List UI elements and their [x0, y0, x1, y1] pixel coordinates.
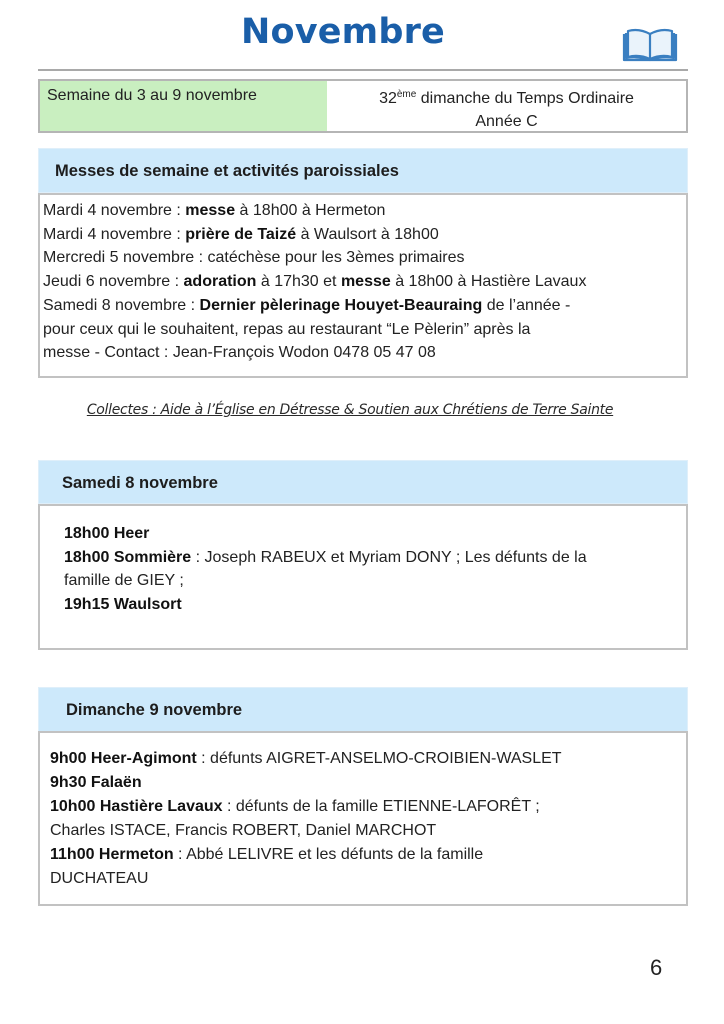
list-item: famille de GIEY ; [64, 572, 184, 589]
saturday-section-header: Samedi 8 novembre [38, 460, 688, 504]
list-item: DUCHATEAU [50, 870, 149, 887]
list-item: 11h00 Hermeton : Abbé LELIVRE et les défunts de la famille [50, 846, 484, 863]
sunday-title: 32ème dimanche du Temps Ordinaire Année C [327, 81, 686, 131]
page-number: 6 [650, 955, 663, 980]
list-item: Charles ISTACE, Francis ROBERT, Daniel MARCHOT [50, 822, 437, 839]
week-range: Semaine du 3 au 9 novembre [40, 81, 327, 131]
open-book-icon [620, 26, 680, 66]
list-item: 18h00 Sommière : Joseph RABEUX et Myriam DONY ; Les défunts de la [64, 548, 587, 566]
list-item: 10h00 Hastière Lavaux : défunts de la famille ETIENNE-LAFORÊT ; [50, 798, 540, 815]
weekday-section-header: Messes de semaine et activités paroissiales [38, 148, 688, 193]
list-item: Samedi 8 novembre : Dernier pèlerinage Houyet-Beauraing de l’année - [43, 296, 571, 314]
list-item: 19h15 Waulsort [64, 595, 182, 613]
sunday-section-header: Dimanche 9 novembre [38, 687, 688, 732]
list-item: Mardi 4 novembre : messe à 18h00 à Hermeton [43, 202, 386, 219]
list-item: Jeudi 6 novembre : adoration à 17h30 et messe à 18h00 à Hastière Lavaux [43, 273, 587, 291]
list-item: 9h00 Heer-Agimont : défunts AIGRET-ANSELMO-CROIBIEN-WASLET [50, 750, 562, 767]
title-divider [38, 69, 688, 71]
list-item: Mardi 4 novembre : prière de Taizé à Waulsort à 18h00 [43, 225, 439, 243]
list-item: Mercredi 5 novembre : catéchèse pour les 3èmes primaires [43, 249, 465, 267]
list-item: 9h30 Falaën [50, 774, 142, 791]
weekday-section-body [38, 193, 688, 378]
sunday-section-body [38, 731, 688, 906]
saturday-section-body [38, 504, 688, 650]
collections-note: Collectes : Aide à l’Église en Détresse & Soutien aux Chrétiens de Terre Sainte [86, 402, 614, 418]
list-item: 18h00 Heer [64, 525, 150, 542]
liturgical-year: Année C [475, 113, 538, 130]
list-item: messe - Contact : Jean-François Wodon 0478 05 47 08 [43, 344, 436, 362]
page-title: Novembre [240, 12, 445, 52]
week-info-table [38, 79, 688, 133]
list-item: pour ceux qui le souhaitent, repas au restaurant “Le Pèlerin” après la [43, 320, 531, 338]
